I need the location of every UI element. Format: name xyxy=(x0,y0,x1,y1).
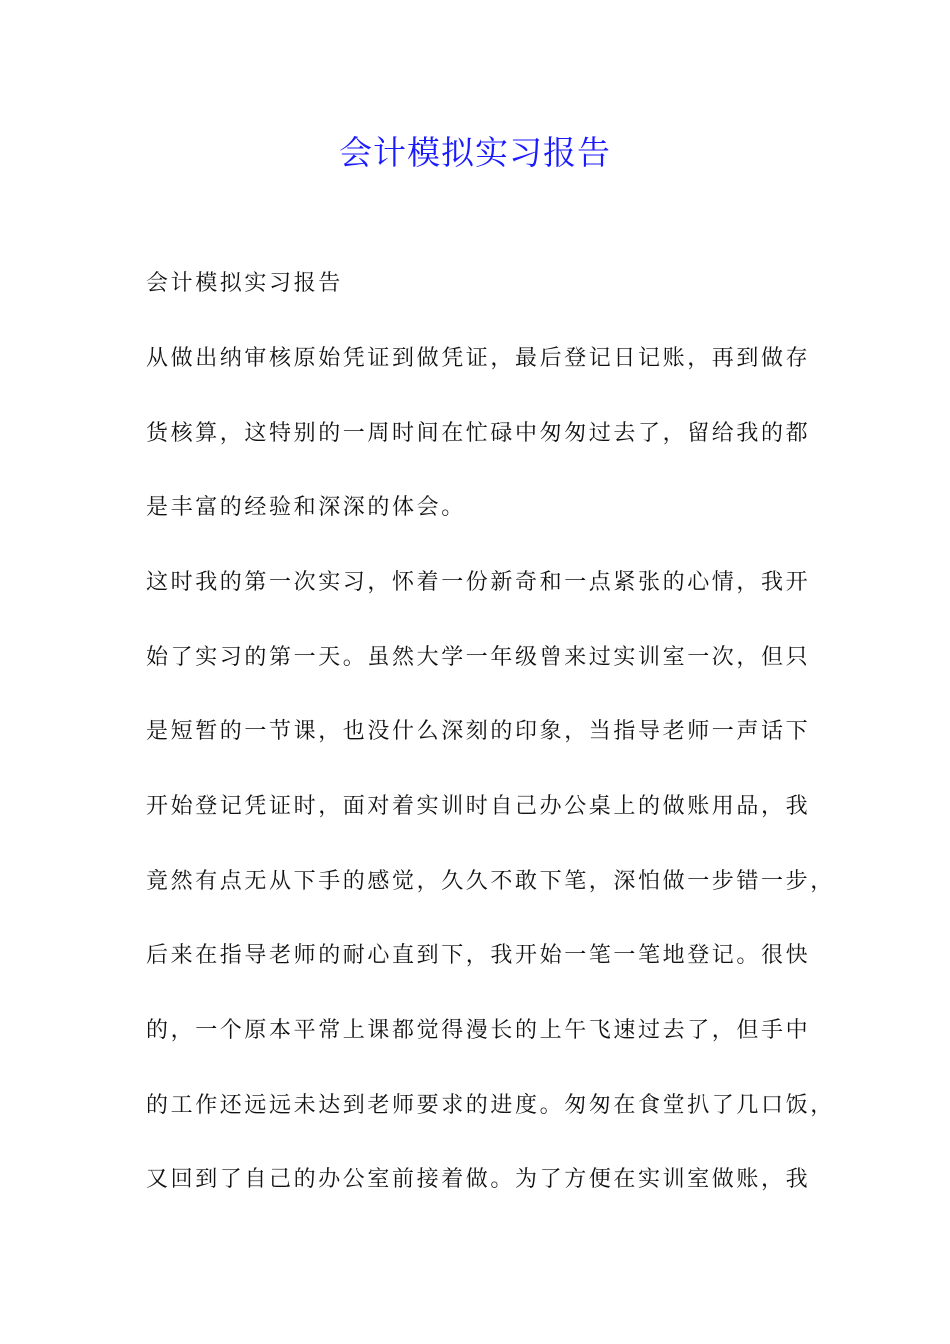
text-line: 又回到了自己的办公室前接着做。为了方便在实训室做账，我 xyxy=(146,1167,811,1192)
text-line: 始了实习的第一天。虽然大学一年级曾来过实训室一次，但只 xyxy=(146,645,811,670)
text-line: 是丰富的经验和深深的体会。 xyxy=(146,495,466,520)
text-line: 的工作还远远未达到老师要求的进度。匆匆在食堂扒了几口饭， xyxy=(146,1093,835,1118)
text-line: 这时我的第一次实习，怀着一份新奇和一点紧张的心情，我开 xyxy=(146,570,811,595)
document-title: 会计模拟实习报告 xyxy=(339,133,611,172)
text-line: 后来在指导老师的耐心直到下，我开始一笔一笔地登记。很快 xyxy=(146,943,811,968)
text-line: 从做出纳审核原始凭证到做凭证，最后登记日记账，再到做存 xyxy=(146,346,811,371)
text-line: 会计模拟实习报告 xyxy=(146,271,343,296)
text-line: 开始登记凭证时，面对着实训时自己办公桌上的做账用品，我 xyxy=(146,794,811,819)
text-line: 竟然有点无从下手的感觉，久久不敢下笔，深怕做一步错一步， xyxy=(146,869,835,894)
text-line: 货核算，这特别的一周时间在忙碌中匆匆过去了，留给我的都 xyxy=(146,421,811,446)
text-line: 是短暂的一节课，也没什么深刻的印象，当指导老师一声话下 xyxy=(146,719,811,744)
text-line: 的，一个原本平常上课都觉得漫长的上午飞速过去了，但手中 xyxy=(146,1018,811,1043)
